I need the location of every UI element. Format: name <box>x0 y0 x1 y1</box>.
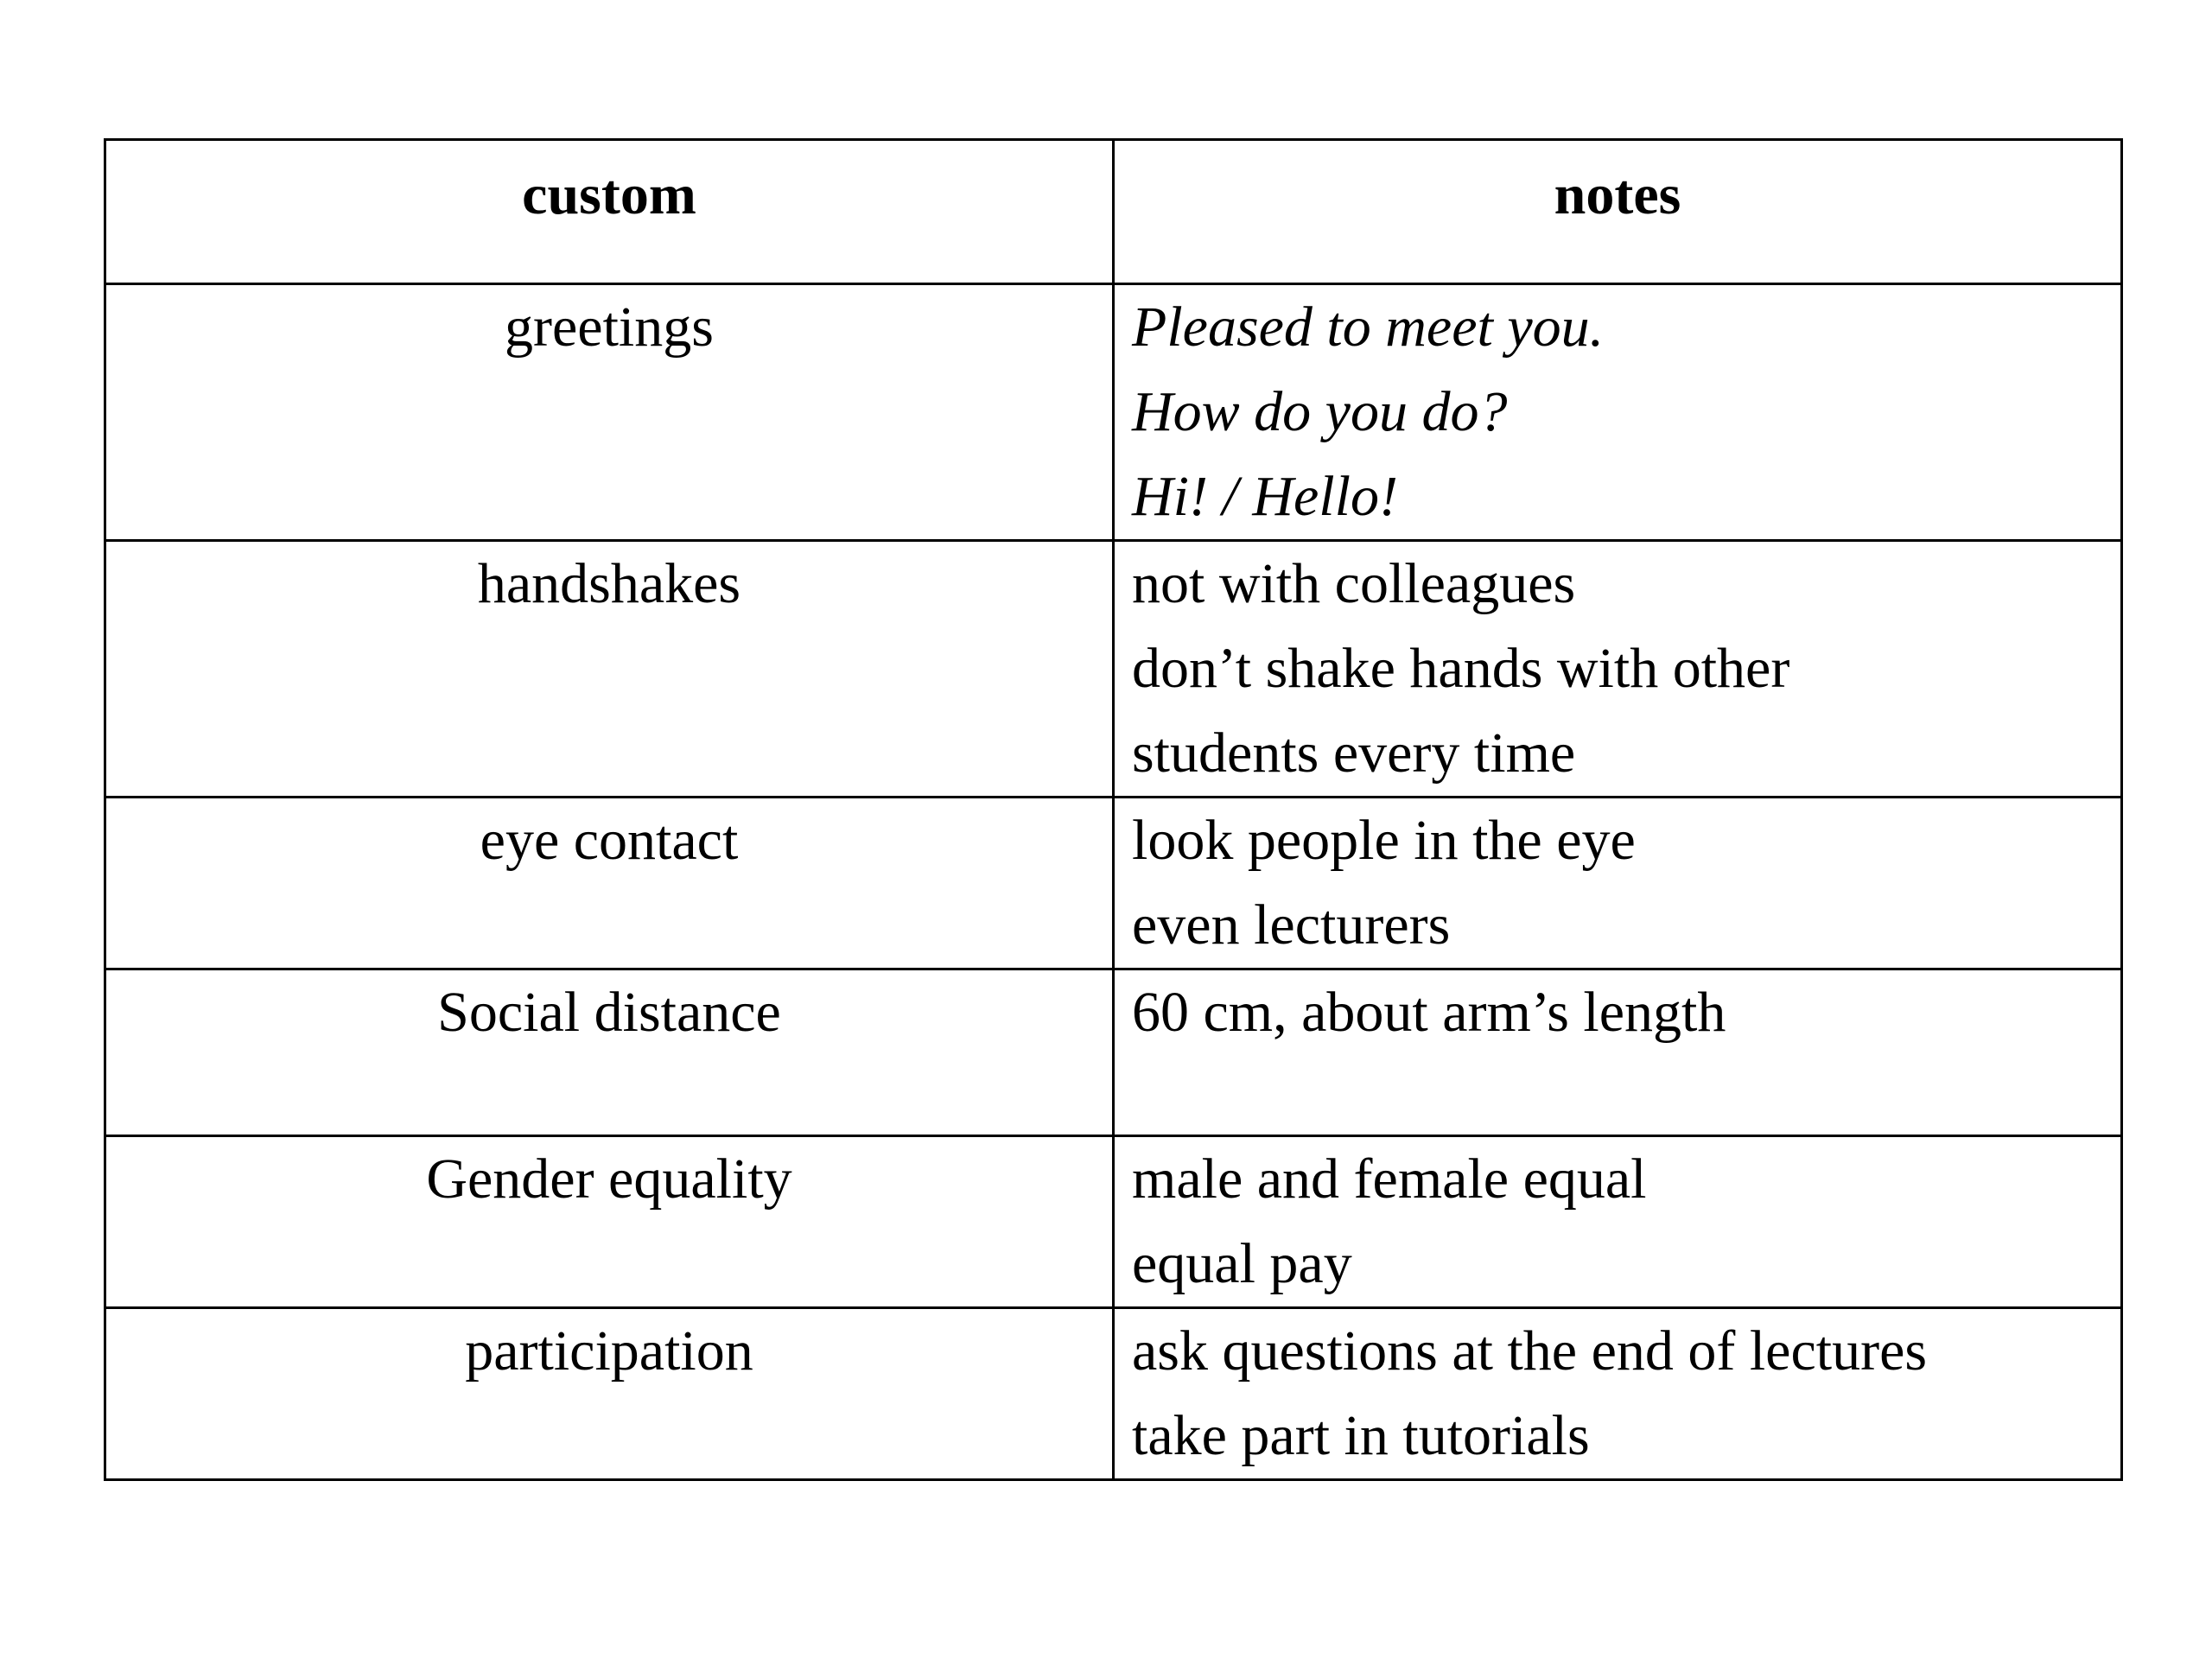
notes-cell <box>1114 969 2122 1136</box>
custom-cell: participation <box>105 1308 1114 1480</box>
custom-cell: greetings <box>105 284 1114 541</box>
note-line: Hi! / Hello! <box>1132 465 1398 528</box>
note-line: 60 cm, about arm’s length <box>1132 981 1726 1044</box>
table-row <box>105 284 2122 541</box>
note-line: look people in the eye <box>1132 809 1636 872</box>
notes-cell <box>1114 284 2122 541</box>
table-row <box>105 798 2122 969</box>
note-line: students every time <box>1132 721 1576 785</box>
notes-cell <box>1114 1136 2122 1308</box>
custom-cell: Gender equality <box>105 1136 1114 1308</box>
table-row <box>105 969 2122 1136</box>
column-header-notes: notes <box>1114 140 2122 284</box>
column-header-custom: custom <box>105 140 1114 284</box>
table-row <box>105 1136 2122 1308</box>
note-line: take part in tutorials <box>1132 1404 1590 1467</box>
notes-cell <box>1114 798 2122 969</box>
note-line: even lecturers <box>1132 893 1451 957</box>
note-line: How do you do? <box>1132 380 1508 443</box>
note-line: don’t shake hands with other <box>1132 637 1790 700</box>
note-line: male and female equal <box>1132 1147 1647 1211</box>
notes-cell <box>1114 541 2122 798</box>
note-line: equal pay <box>1132 1232 1352 1295</box>
customs-table <box>104 138 2123 1481</box>
header-row <box>105 140 2122 284</box>
notes-cell <box>1114 1308 2122 1480</box>
custom-cell: eye contact <box>105 798 1114 969</box>
note-line: Pleased to meet you. <box>1132 296 1605 359</box>
table-row <box>105 541 2122 798</box>
custom-cell: Social distance <box>105 969 1114 1136</box>
table-row <box>105 1308 2122 1480</box>
note-line: not with colleagues <box>1132 552 1576 615</box>
custom-cell: handshakes <box>105 541 1114 798</box>
note-line: ask questions at the end of lectures <box>1132 1319 1928 1382</box>
